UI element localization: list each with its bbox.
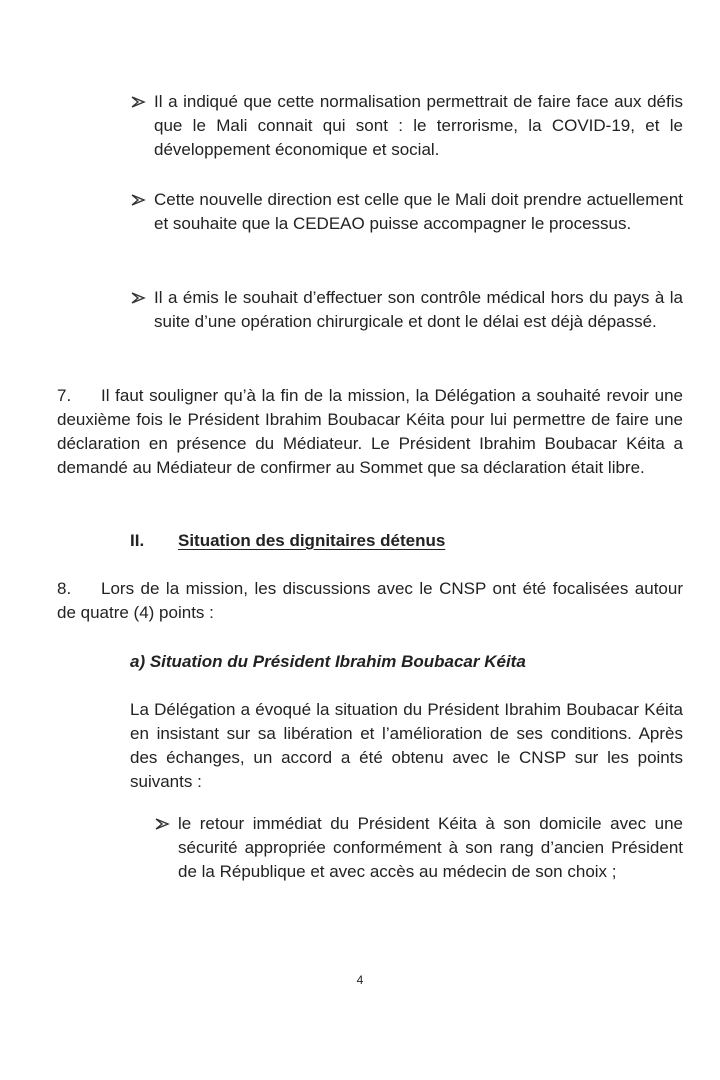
- section-heading: [130, 529, 445, 553]
- paragraph-number: 7.: [57, 386, 72, 405]
- section-title: Situation des dignitaires détenus: [178, 531, 446, 550]
- section-number: II.: [130, 531, 145, 550]
- bullet-text: Il a indiqué que cette normalisation permettrait de faire face aux défis que le Mali connait qui sont : le terrorisme, la COVID-19, et le développement économique et social.: [154, 92, 683, 159]
- arrow-bullet-icon: [130, 90, 148, 114]
- bullet-text: Il a émis le souhait d’effectuer son contrôle médical hors du pays à la suite d’une opération chirurgicale et dont le délai est déjà dépassé.: [154, 288, 683, 331]
- paragraph-8: [57, 577, 683, 625]
- paragraph-text: Il faut souligner qu’à la fin de la mission, la Délégation a souhaité revoir une deuxième fois le Président Ibrahim Boubacar Kéita pour lui permettre de faire une déclaration en présence du Médiateur. Le Président Ibrahim Boubacar Kéita a demandé au Médiateur de confirmer au Sommet que sa déclaration était libre.: [57, 386, 683, 477]
- arrow-bullet-icon: [130, 286, 148, 310]
- bullet-item: [154, 286, 683, 334]
- paragraph-text: Lors de la mission, les discussions avec le CNSP ont été focalisées autour de quatre (4) points :: [57, 579, 683, 622]
- bullet-item: [154, 188, 683, 236]
- arrow-bullet-icon: [130, 188, 148, 212]
- bullet-text: Cette nouvelle direction est celle que le Mali doit prendre actuellement et souhaite que la CEDEAO puisse accompagner le processus.: [154, 190, 683, 233]
- subsection-paragraph: La Délégation a évoqué la situation du Président Ibrahim Boubacar Kéita en insistant sur sa libération et l’amélioration de ses conditions. Après des échanges, un accord a été obtenu avec le CNSP sur les points suivants :: [130, 700, 683, 791]
- arrow-bullet-icon: [154, 812, 172, 836]
- subsection-heading: a) Situation du Président Ibrahim Boubacar Kéita: [130, 652, 526, 671]
- paragraph-number: 8.: [57, 579, 72, 598]
- bullet-item: [154, 90, 683, 162]
- page-number: 4: [356, 973, 364, 987]
- bullet-item: [178, 812, 683, 884]
- bullet-text: le retour immédiat du Président Kéita à son domicile avec une sécurité appropriée conformément à son rang d’ancien Président de la République et avec accès au médecin de son choix ;: [178, 814, 683, 881]
- paragraph-7: [57, 384, 683, 480]
